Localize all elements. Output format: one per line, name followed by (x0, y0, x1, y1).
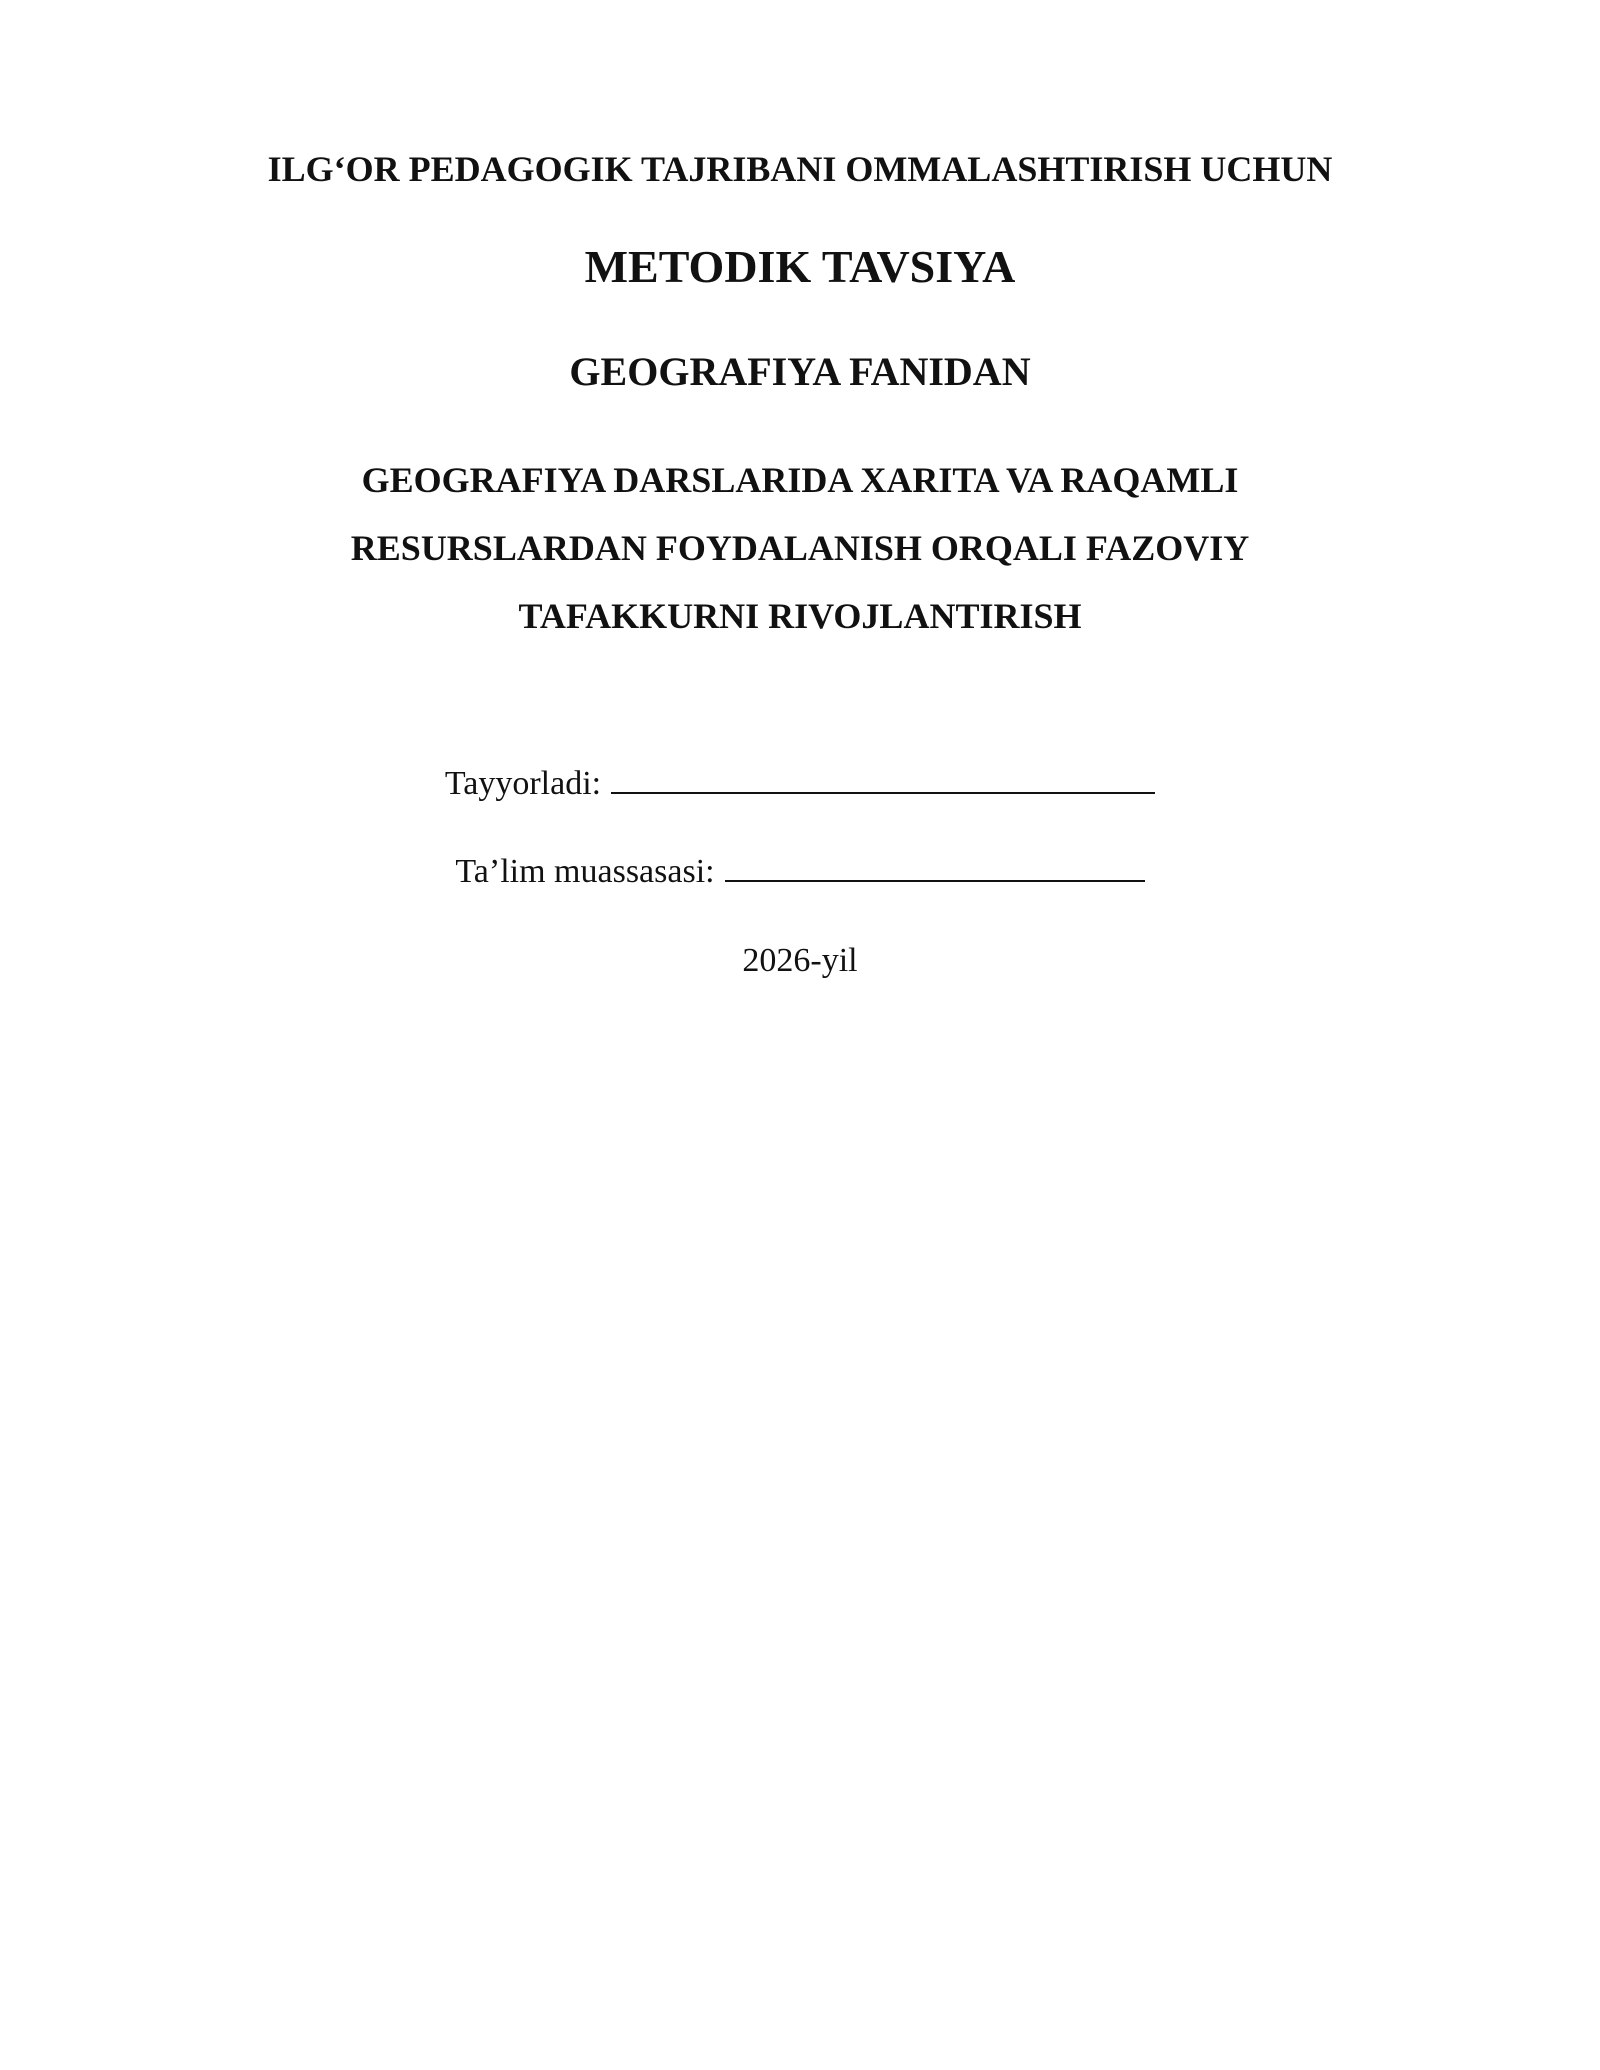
topic-line-3: TAFAKKURNI RIVOJLANTIRISH (518, 596, 1082, 636)
document-header: ILG‘OR PEDAGOGIK TAJRIBANI OMMALASHTIRISH UCHUN (267, 149, 1333, 189)
document-year: 2026-yil (742, 942, 858, 979)
topic-line-2: RESURSLARDAN FOYDALANISH ORQALI FAZOVIY (350, 528, 1250, 568)
prepared-by-field (0, 764, 1600, 803)
institution-label: Ta’lim muassasasi: (455, 853, 715, 890)
institution-field (0, 852, 1600, 891)
subject-title: GEOGRAFIYA FANIDAN (569, 349, 1031, 394)
topic-title (0, 446, 1600, 650)
institution-blank-line (725, 852, 1145, 882)
prepared-by-blank-line (611, 764, 1155, 794)
topic-line-1: GEOGRAFIYA DARSLARIDA XARITA VA RAQAMLI (361, 460, 1239, 500)
prepared-by-label: Tayyorladi: (444, 765, 602, 802)
document-type-title: METODIK TAVSIYA (584, 241, 1016, 292)
